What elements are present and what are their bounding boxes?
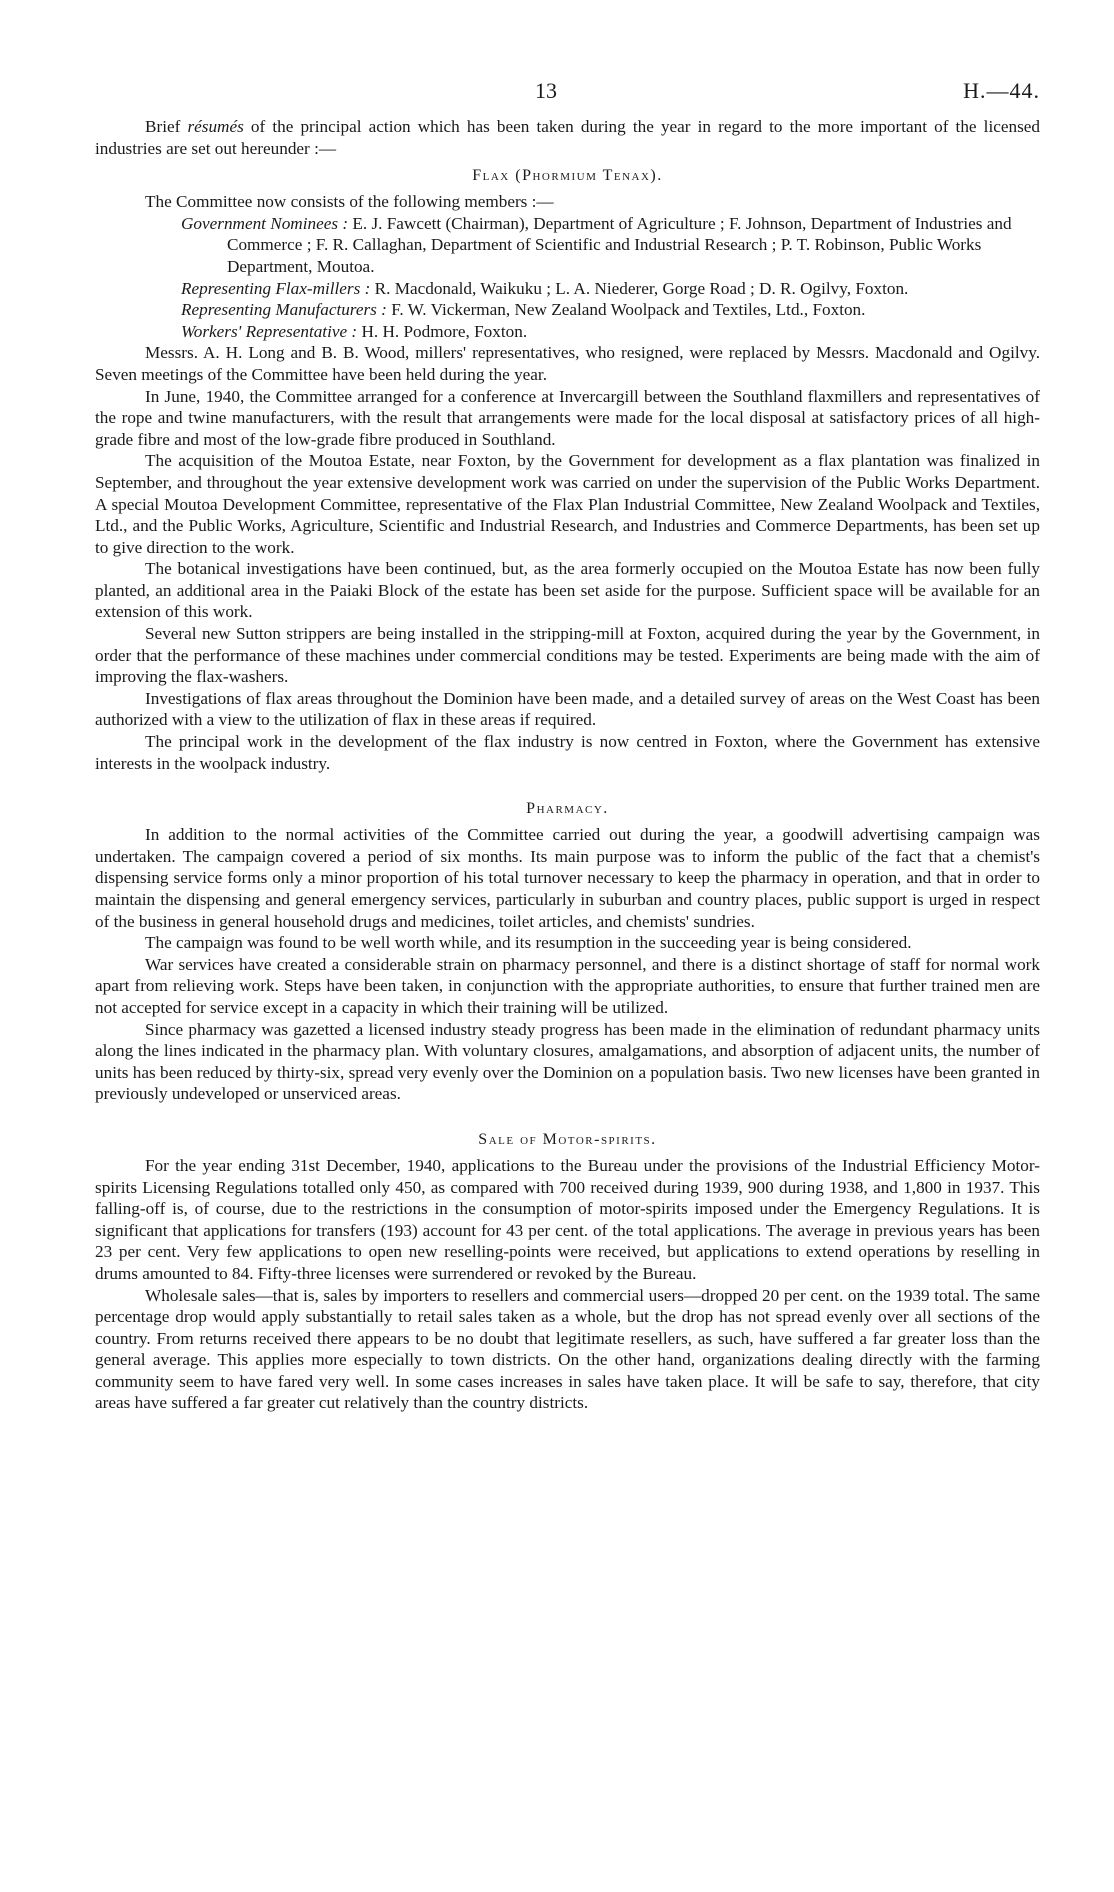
flax-paragraph: In June, 1940, the Committee arranged for a conference at Invercargill between the Southland flaxmillers and representatives of the rope and twine manufacturers, with the result that arrangements were made for the local disposal at satisfactory prices of all high-grade fibre and most of the low-grade fibre produced in Southland. — [95, 386, 1040, 449]
pharmacy-paragraph: Since pharmacy was gazetted a licensed industry steady progress has been made in the elimination of redundant pharmacy units along the lines indicated in the pharmacy plan. With voluntary closures, amalgamations, and absorption of adjacent units, the number of units has been reduced by thirty-six, spread very evenly over the Dominion on a population basis. Two new licenses have been granted in previously undeveloped or unserviced areas. — [95, 1019, 1040, 1104]
flax-paragraph: The botanical investigations have been continued, but, as the area formerly occupied on the Moutoa Estate has now been fully planted, an additional area in the Paiaki Block of the estate has been set aside for the purpose. Sufficient space will be available for an extension of this work. — [95, 559, 1040, 622]
member-role: Representing Flax-millers : — [181, 278, 371, 298]
section-title-flax: Flax (Phormium Tenax). — [472, 167, 663, 185]
flax-paragraph: The acquisition of the Moutoa Estate, near Foxton, by the Government for development as a flax plantation was finalized in September, and throughout the year extensive development work was carried on under the supervision of the Public Works Department. A special Moutoa Development Committee, representative of the Flax Plan Industrial Committee, New Zealand Woolpack and Textiles, Ltd., and the Public Works, Agriculture, Scientific and Industrial Research, and Industries and Commerce Departments, has been set up to give direction to the work. — [95, 451, 1040, 557]
flax-paragraph: Investigations of flax areas throughout the Dominion have been made, and a detailed survey of areas on the West Coast has been authorized with a view to the utilization of flax in these areas if required. — [95, 688, 1040, 730]
intro-resumes: résumés — [187, 117, 244, 136]
pharmacy-paragraph: In addition to the normal activities of the Committee carried out during the year, a goodwill advertising campaign was undertaken. The campaign covered a period of six months. Its main purpose was to inform the public of the fact that a chemist's dispensing service forms only a minor proportion of his total turnover necessary to keep the pharmacy in operation, and that in order to maintain the dispensing and general emergency services, particularly in suburban and country places, public support is urged in respect of the business in general household drugs and medicines, toilet articles, and chemists' sundries. — [95, 825, 1040, 931]
page-number: 13 — [535, 78, 557, 103]
member-workers — [95, 321, 1040, 343]
section-title-pharmacy: Pharmacy. — [526, 800, 609, 818]
flax-paragraph: Messrs. A. H. Long and B. B. Wood, millers' representatives, who resigned, were replaced by Messrs. Macdonald and Ogilvy. Seven meetings of the Committee have been held during the year. — [95, 343, 1040, 384]
intro-paragraph — [95, 116, 1040, 159]
member-names: F. W. Vickerman, New Zealand Woolpack and Textiles, Ltd., Foxton. — [386, 300, 866, 320]
member-names: H. H. Podmore, Foxton. — [357, 321, 528, 341]
member-government-nominees — [95, 213, 1040, 278]
motor-spirits-paragraph: Wholesale sales—that is, sales by importers to resellers and commercial users—dropped 20 per cent. on the 1939 total. The same percentage drop would apply substantially to retail sales taken as a whole, but the drop has not spread evenly over all sections of the country. From returns received there appears to be no doubt that legitimate resellers, as such, have suffered a far greater loss than the general average. This applies more especially to town districts. On the other hand, organizations dealing directly with the farming community seem to have fared very well. In some cases increases in sales have taken place. It will be safe to say, therefore, that city areas have suffered a far greater cut relatively than the country districts. — [95, 1285, 1040, 1413]
member-role: Workers' Representative : — [181, 321, 358, 341]
member-names: R. Macdonald, Waikuku ; L. A. Niederer, Gorge Road ; D. R. Ogilvy, Foxton. — [370, 278, 909, 298]
intro-text-1: Brief — [145, 117, 188, 136]
member-role: Representing Manufacturers : — [181, 300, 387, 320]
section-title-motor-spirits: Sale of Motor-spirits. — [478, 1130, 657, 1148]
committee-intro: The Committee now consists of the following members :— — [145, 192, 554, 212]
member-names: E. J. Fawcett (Chairman), Department of Agriculture ; F. Johnson, Department of Industries and Commerce ; F. R. Callaghan, Department of Scientific and Industrial Research ; P. T. Robinson, Public Works Department, Moutoa. — [227, 213, 1012, 276]
member-manufacturers — [95, 299, 1040, 321]
pharmacy-paragraph: War services have created a considerable strain on pharmacy personnel, and there is a distinct shortage of staff for normal work apart from relieving work. Steps have been taken, in conjunction with the appropriate authorities, to ensure that further trained men are not accepted for service except in a capacity in which their training will be utilized. — [95, 954, 1040, 1017]
member-flax-millers — [95, 278, 1040, 300]
flax-paragraph: The principal work in the development of the flax industry is now centred in Foxton, where the Government has extensive interests in the woolpack industry. — [95, 732, 1040, 773]
page-header — [95, 70, 1040, 110]
pharmacy-paragraph: The campaign was found to be well worth while, and its resumption in the succeeding year is being considered. — [145, 933, 912, 953]
flax-paragraph: Several new Sutton strippers are being installed in the stripping-mill at Foxton, acquired during the year by the Government, in order that the performance of these machines under commercial conditions may be tested. Experiments are being made with the aim of improving the flax-washers. — [95, 624, 1040, 687]
motor-spirits-paragraph: For the year ending 31st December, 1940, applications to the Bureau under the provisions of the Industrial Efficiency Motor-spirits Licensing Regulations totalled only 450, as compared with 700 received during 1939, 900 during 1938, and 1,800 in 1937. This falling-off is, of course, due to the restrictions in the consumption of motor-spirits imposed under the Emergency Regulations. It is significant that applications for transfers (193) account for 43 per cent. of the total applications. The average in previous years has been 23 per cent. Very few applications to open new reselling-points were received, but applications to extend operations by reselling in drums amounted to 84. Fifty-three licenses were surrendered or revoked by the Bureau. — [95, 1155, 1040, 1283]
document-page — [95, 70, 1040, 1414]
member-role: Government Nominees : — [181, 213, 349, 233]
intro-text-2: of the principal action which has been taken during the year in regard to the more important of the licensed industries are set out hereunder :— — [95, 117, 1040, 158]
document-reference: H.—44. — [963, 78, 1040, 103]
